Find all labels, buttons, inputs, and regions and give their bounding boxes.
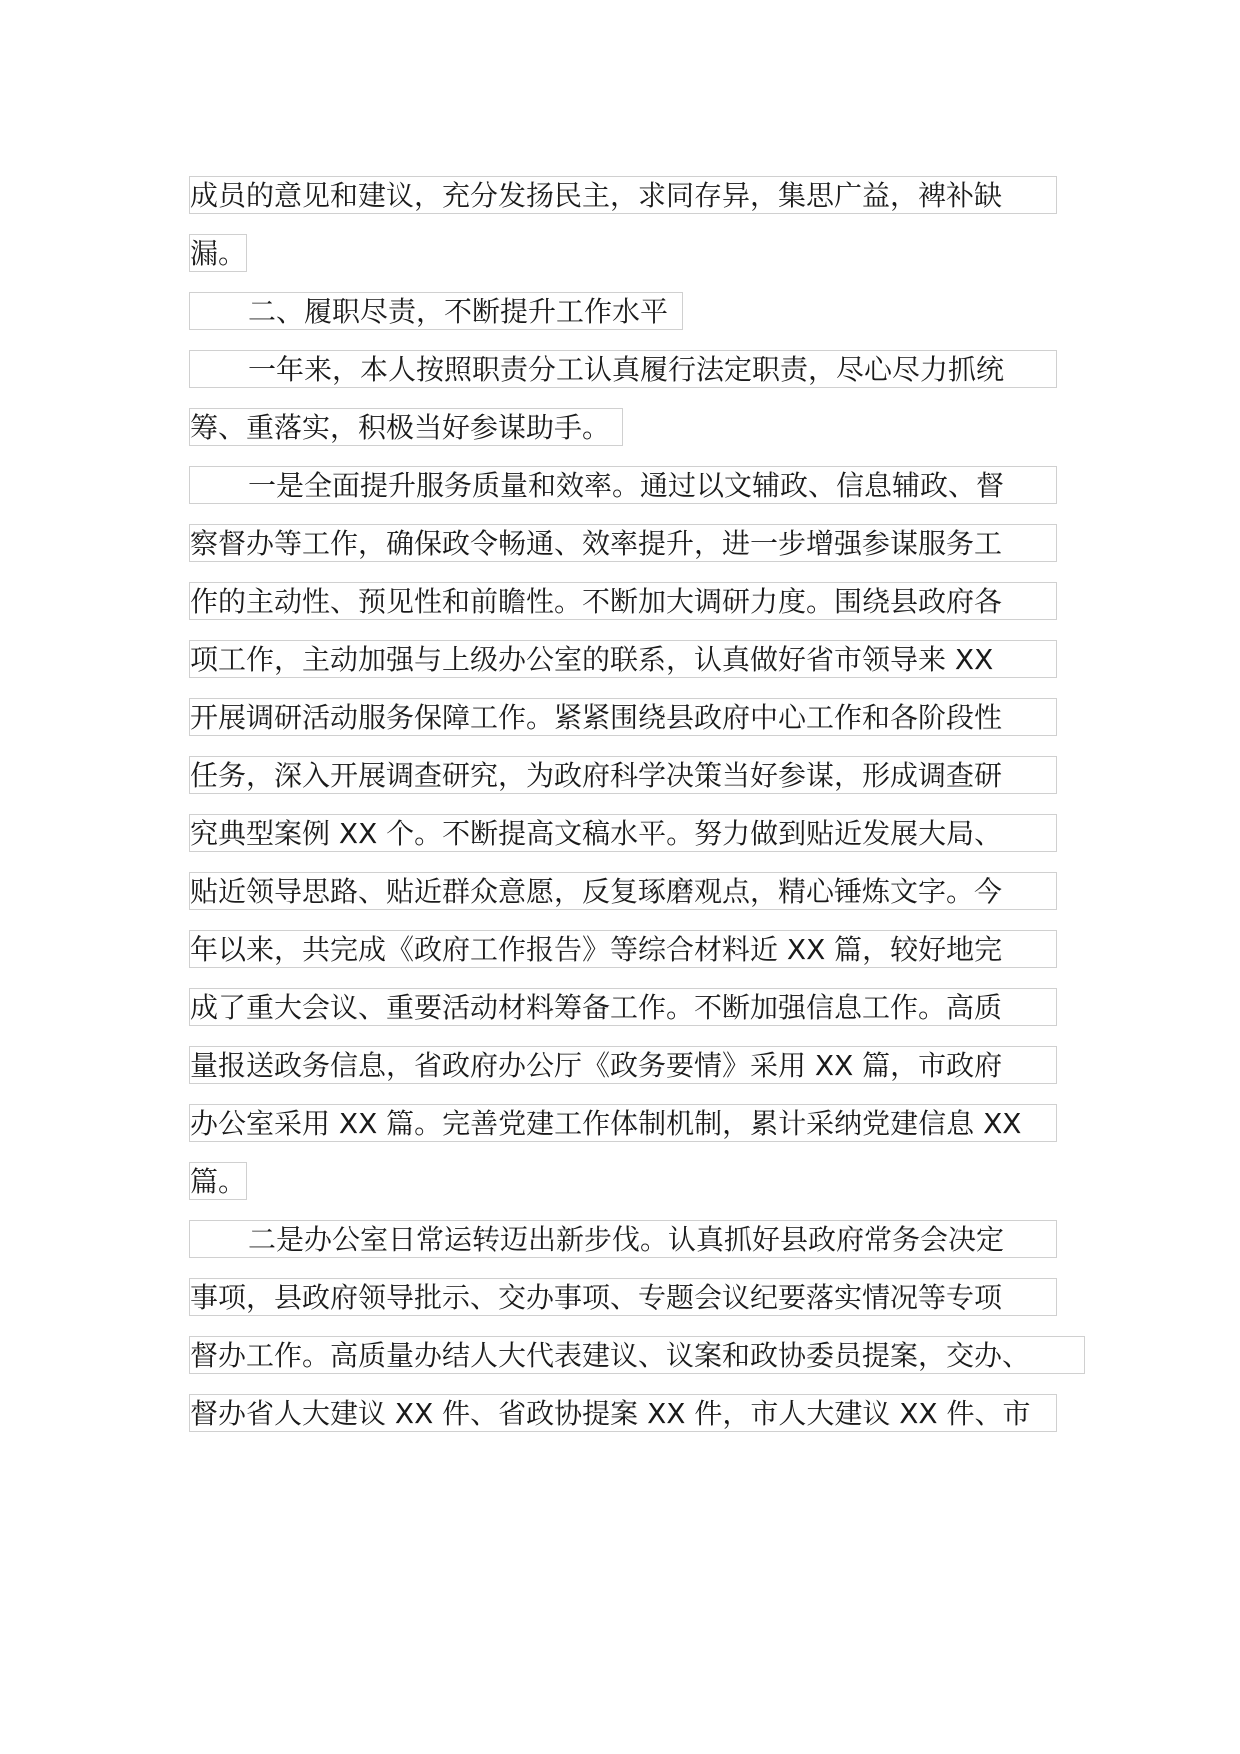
text-line-16: 量报送政务信息，省政府办公厅《政务要情》采用 XX 篇，市政府 (189, 1046, 1057, 1084)
text-line-14: 年以来，共完成《政府工作报告》等综合材料近 XX 篇，较好地完 (189, 930, 1057, 968)
text-line-18: 篇。 (189, 1162, 247, 1200)
text-line-22: 督办省人大建议 XX 件、省政协提案 XX 件，市人大建议 XX 件、市 (189, 1394, 1057, 1432)
text-line-10: 开展调研活动服务保障工作。紧紧围绕县政府中心工作和各阶段性 (189, 698, 1057, 736)
text-line-11: 任务，深入开展调查研究，为政府科学决策当好参谋，形成调查研 (189, 756, 1057, 794)
text-line-4: 一年来，本人按照职责分工认真履行法定职责，尽心尽力抓统 (189, 350, 1057, 388)
text-line-8: 作的主动性、预见性和前瞻性。不断加大调研力度。围绕县政府各 (189, 582, 1057, 620)
text-line-15: 成了重大会议、重要活动材料筹备工作。不断加强信息工作。高质 (189, 988, 1057, 1026)
text-line-21: 督办工作。高质量办结人大代表建议、议案和政协委员提案，交办、 (189, 1336, 1085, 1374)
text-line-7: 察督办等工作，确保政令畅通、效率提升，进一步增强参谋服务工 (189, 524, 1057, 562)
text-line-1: 成员的意见和建议，充分发扬民主，求同存异，集思广益，裨补缺 (189, 176, 1057, 214)
text-line-6: 一是全面提升服务质量和效率。通过以文辅政、信息辅政、督 (189, 466, 1057, 504)
section-heading: 二、履职尽责，不断提升工作水平 (189, 292, 683, 330)
text-line-9: 项工作，主动加强与上级办公室的联系，认真做好省市领导来 XX (189, 640, 1057, 678)
text-line-17: 办公室采用 XX 篇。完善党建工作体制机制，累计采纳党建信息 XX (189, 1104, 1057, 1142)
text-line-5: 筹、重落实，积极当好参谋助手。 (189, 408, 623, 446)
text-line-19: 二是办公室日常运转迈出新步伐。认真抓好县政府常务会决定 (189, 1220, 1057, 1258)
text-line-13: 贴近领导思路、贴近群众意愿，反复琢磨观点，精心锤炼文字。今 (189, 872, 1057, 910)
text-line-2: 漏。 (189, 234, 247, 272)
text-line-20: 事项，县政府领导批示、交办事项、专题会议纪要落实情况等专项 (189, 1278, 1057, 1316)
text-line-12: 究典型案例 XX 个。不断提高文稿水平。努力做到贴近发展大局、 (189, 814, 1057, 852)
